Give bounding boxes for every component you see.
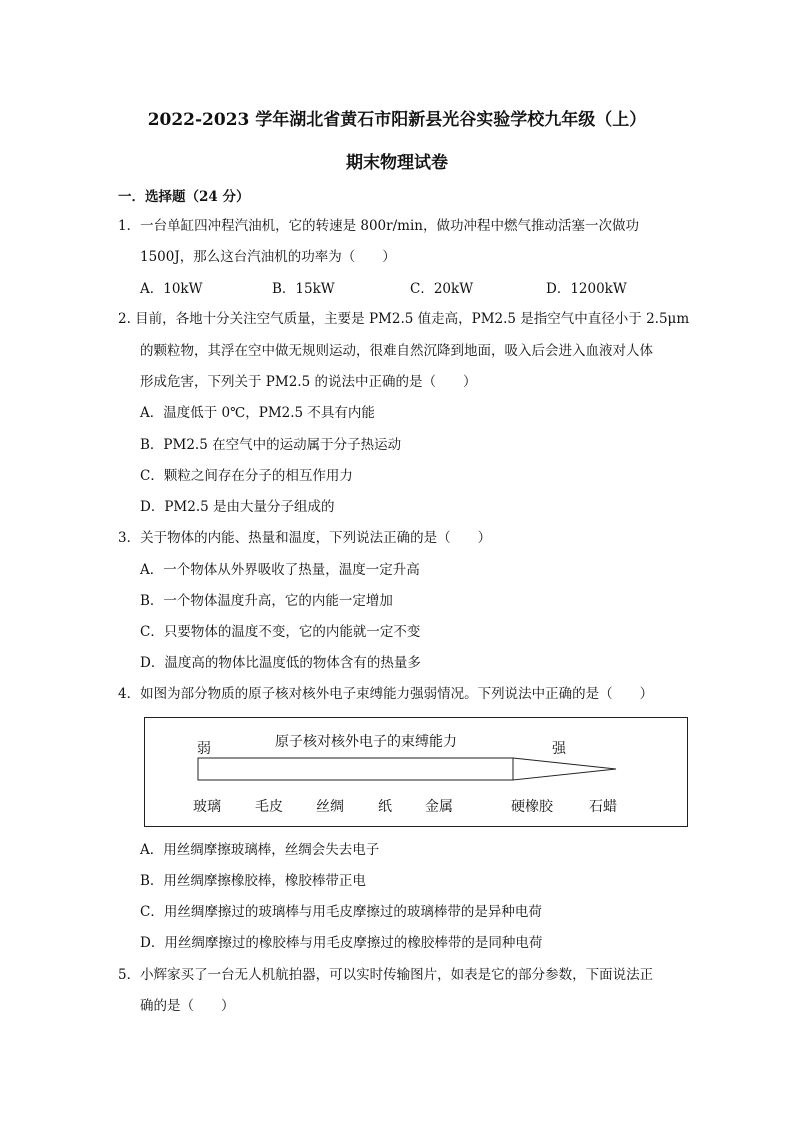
q4-option-d: D．用丝绸摩擦过的橡胶棒与用毛皮摩擦过的橡胶棒带的是同种电荷 xyxy=(140,935,543,951)
material-metal: 金属 xyxy=(425,799,453,815)
binding-ability-figure xyxy=(144,717,688,827)
q1-option-b: B．15kW xyxy=(272,281,335,297)
q5-stem-line1: 5．小辉家买了一台无人机航拍器，可以实时传输图片，如表是它的部分参数，下面说法正 xyxy=(118,967,654,983)
exam-title-line2: 期末物理试卷 xyxy=(346,153,448,173)
material-fur: 毛皮 xyxy=(255,799,283,815)
q3-option-b: B．一个物体温度升高，它的内能一定增加 xyxy=(140,593,393,609)
q2-stem-line1: 2. 目前，各地十分关注空气质量，主要是 PM2.5 值走高，PM2.5 是指空气中直径小于 2.5μm xyxy=(118,311,690,327)
exam-title-line1: 2022-2023 学年湖北省黄石市阳新县光谷实验学校九年级（上） xyxy=(147,110,647,130)
q4-option-b: B．用丝绸摩擦橡胶棒，橡胶棒带正电 xyxy=(140,873,366,889)
q4-option-a: A．用丝绸摩擦玻璃棒，丝绸会失去电子 xyxy=(140,842,380,858)
q4-stem-line1: 4．如图为部分物质的原子核对核外电子束缚能力强弱情况。下列说法中正确的是（ ） xyxy=(118,686,654,702)
q4-option-c: C．用丝绸摩擦过的玻璃棒与用毛皮摩擦过的玻璃棒带的是异种电荷 xyxy=(140,904,542,920)
figure-title: 原子核对核外电子的束缚能力 xyxy=(275,734,457,750)
figure-weak-label: 弱 xyxy=(197,741,211,757)
q2-option-c: C．颗粒之间存在分子的相互作用力 xyxy=(140,468,353,484)
q1-option-d: D．1200kW xyxy=(546,281,627,297)
figure-strong-label: 强 xyxy=(552,741,566,757)
q3-option-a: A．一个物体从外界吸收了热量，温度一定升高 xyxy=(140,562,420,578)
material-paper: 纸 xyxy=(378,799,392,815)
q1-option-c: C．20kW xyxy=(410,281,474,297)
q3-option-c: C．只要物体的温度不变，它的内能就一定不变 xyxy=(140,624,421,640)
material-silk: 丝绸 xyxy=(316,799,344,815)
q2-stem-line3: 形成危害，下列关于 PM2.5 的说法中正确的是（ ） xyxy=(140,374,477,390)
q5-stem-line2: 确的是（ ） xyxy=(140,998,235,1014)
q3-stem-line1: 3．关于物体的内能、热量和温度，下列说法正确的是（ ） xyxy=(118,530,492,546)
q1-option-a: A．10kW xyxy=(140,281,203,297)
arrow-head xyxy=(513,758,616,780)
material-paraffin: 石蜡 xyxy=(589,799,617,815)
arrow-bar xyxy=(198,758,513,780)
q2-option-a: A．温度低于 0℃，PM2.5 不具有内能 xyxy=(140,405,375,421)
section-heading: 一．选择题（24 分） xyxy=(118,189,250,205)
q2-option-d: D．PM2.5 是由大量分子组成的 xyxy=(140,499,335,515)
material-hard-rubber: 硬橡胶 xyxy=(511,799,553,815)
q2-option-b: B．PM2.5 在空气中的运动属于分子热运动 xyxy=(140,437,402,453)
q1-stem-line2: 1500J，那么这台汽油机的功率为（ ） xyxy=(140,249,396,265)
q1-stem-line1: 1．一台单缸四冲程汽油机，它的转速是 800r/min，做功冲程中燃气推动活塞一次做功 xyxy=(118,218,639,234)
q2-stem-line2: 的颗粒物，其浮在空中做无规则运动，很难自然沉降到地面，吸入后会进入血液对人体 xyxy=(140,343,653,359)
material-glass: 玻璃 xyxy=(193,799,221,815)
q3-option-d: D．温度高的物体比温度低的物体含有的热量多 xyxy=(140,655,421,671)
